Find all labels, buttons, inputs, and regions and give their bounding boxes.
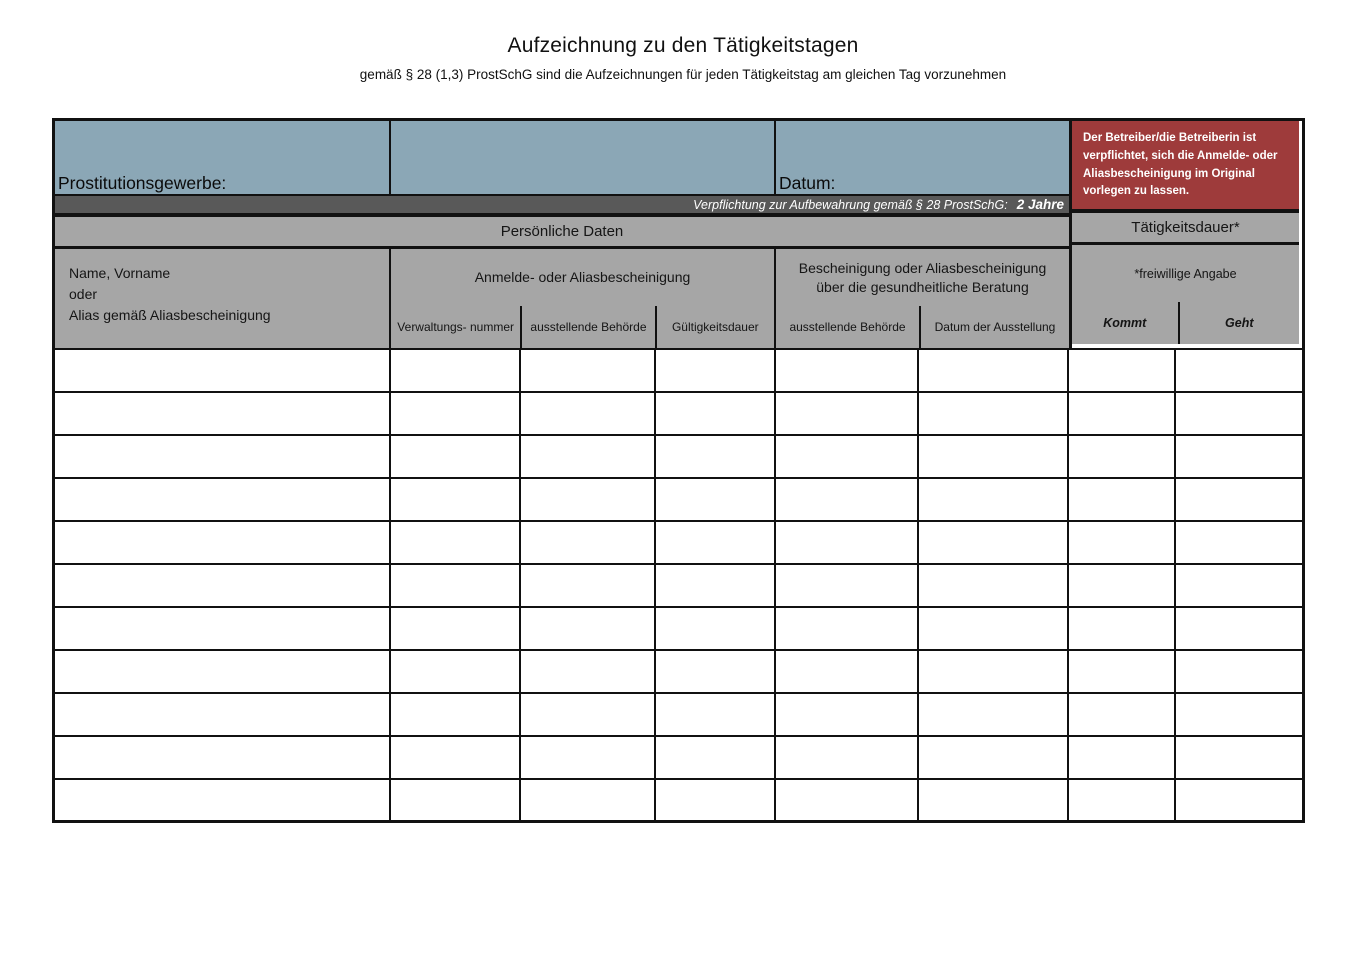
body-cell[interactable]	[776, 565, 919, 606]
operator-notice	[1072, 121, 1299, 213]
body-cell[interactable]	[919, 608, 1069, 649]
table-row	[55, 565, 1302, 608]
section-activity-duration	[1072, 213, 1299, 245]
body-cell[interactable]	[1176, 651, 1299, 692]
body-cell[interactable]	[1176, 479, 1299, 520]
body-cell[interactable]	[919, 522, 1069, 563]
body-cell[interactable]	[776, 522, 919, 563]
body-cell[interactable]	[776, 479, 919, 520]
body-cell[interactable]	[391, 393, 521, 434]
body-cell[interactable]	[919, 565, 1069, 606]
table-row	[55, 436, 1302, 479]
body-cell[interactable]	[919, 350, 1069, 391]
body-cell[interactable]	[521, 479, 656, 520]
body-cell[interactable]	[521, 565, 656, 606]
subheader-issuing-authority-health	[776, 306, 919, 348]
header-right-section	[1069, 121, 1299, 348]
body-cell[interactable]	[776, 651, 919, 692]
body-cell[interactable]	[521, 694, 656, 735]
body-cell[interactable]	[1069, 608, 1176, 649]
subheader-validity-period	[655, 306, 774, 348]
body-cell[interactable]	[521, 651, 656, 692]
issue-date-label: Datum der Ausstellung	[934, 320, 1056, 334]
body-cell[interactable]	[656, 436, 776, 477]
body-cell[interactable]	[1176, 694, 1299, 735]
group-registration-cert	[391, 249, 776, 348]
voluntary-note	[1072, 245, 1299, 302]
body-cell[interactable]	[656, 479, 776, 520]
body-cell[interactable]	[521, 737, 656, 778]
come-go-subheaders	[1072, 302, 1299, 344]
body-cell[interactable]	[656, 608, 776, 649]
group-health-cert-line1: Bescheinigung oder Aliasbescheinigung	[798, 259, 1047, 276]
body-cell[interactable]	[1176, 565, 1299, 606]
body-cell[interactable]	[919, 393, 1069, 434]
activity-duration-header-block	[1072, 245, 1299, 344]
page-title: Aufzeichnung zu den Tätigkeitstagen	[507, 34, 859, 57]
body-cell[interactable]	[391, 565, 521, 606]
body-cell[interactable]	[1069, 780, 1176, 820]
voluntary-note-label: *freiwillige Angabe	[1134, 266, 1237, 281]
body-cell[interactable]	[1069, 393, 1176, 434]
body-cell[interactable]	[1176, 780, 1299, 820]
body-cell[interactable]	[776, 694, 919, 735]
body-cell[interactable]	[776, 608, 919, 649]
business-value-field[interactable]	[391, 121, 776, 194]
body-cell[interactable]	[391, 479, 521, 520]
body-cell[interactable]	[391, 694, 521, 735]
issuing-authority-health-label: ausstellende Behörde	[789, 320, 906, 334]
name-header-line3: Alias gemäß Aliasbescheinigung	[69, 307, 271, 323]
body-cell[interactable]	[656, 694, 776, 735]
business-label: Prostitutionsgewerbe:	[58, 173, 227, 193]
come-label: Kommt	[1103, 316, 1147, 330]
registration-subheaders	[391, 306, 774, 348]
table-row	[55, 694, 1302, 737]
body-cell[interactable]	[1069, 651, 1176, 692]
body-cell[interactable]	[656, 522, 776, 563]
body-cell[interactable]	[1069, 565, 1176, 606]
body-cell[interactable]	[656, 737, 776, 778]
body-cell[interactable]	[55, 737, 391, 778]
body-cell[interactable]	[776, 393, 919, 434]
body-cell[interactable]	[391, 522, 521, 563]
body-cell[interactable]	[391, 350, 521, 391]
table-row	[55, 737, 1302, 780]
body-cell[interactable]	[55, 393, 391, 434]
body-cell[interactable]	[1176, 436, 1299, 477]
group-health-cert-line2: über die gesundheitliche Beratung	[816, 278, 1029, 295]
section-personal-data-label: Persönliche Daten	[500, 223, 624, 240]
table-row	[55, 522, 1302, 565]
retention-label: Verpflichtung zur Aufbewahrung gemäß § 28 ProstSchG:	[693, 197, 1008, 212]
body-cell[interactable]	[919, 651, 1069, 692]
body-cell[interactable]	[1176, 350, 1299, 391]
subheader-go	[1178, 302, 1299, 344]
body-cell[interactable]	[1069, 350, 1176, 391]
body-cell[interactable]	[776, 350, 919, 391]
retention-value: 2 Jahre	[1016, 197, 1064, 212]
body-cell[interactable]	[521, 436, 656, 477]
body-cell[interactable]	[391, 651, 521, 692]
body-cell[interactable]	[55, 694, 391, 735]
body-cell[interactable]	[1069, 522, 1176, 563]
body-cell[interactable]	[391, 780, 521, 820]
business-field[interactable]	[55, 121, 391, 194]
body-cell[interactable]	[55, 350, 391, 391]
body-cell[interactable]	[55, 522, 391, 563]
body-cell[interactable]	[55, 608, 391, 649]
body-cell[interactable]	[1069, 737, 1176, 778]
subheader-issuing-authority-registration	[520, 306, 654, 348]
table-header-area	[55, 121, 1302, 350]
body-cell[interactable]	[55, 436, 391, 477]
operator-notice-text: Der Betreiber/die Betreiberin ist verpflichtet, sich die Anmelde- oder Aliasbescheinigung im Original vorlegen zu lassen.	[1083, 132, 1278, 198]
body-cell[interactable]	[1069, 436, 1176, 477]
health-subheaders	[776, 306, 1069, 348]
body-cell[interactable]	[919, 780, 1069, 820]
page-subtitle: gemäß § 28 (1,3) ProstSchG sind die Aufzeichnungen für jeden Tätigkeitstag am gleichen Tag vorzunehmen	[359, 67, 1007, 82]
admin-number-label: Verwaltungs- nummer	[397, 320, 515, 334]
body-cell[interactable]	[391, 608, 521, 649]
body-cell[interactable]	[521, 780, 656, 820]
issuing-authority-registration-label: ausstellende Behörde	[530, 320, 647, 334]
body-cell[interactable]	[521, 522, 656, 563]
body-cell[interactable]	[919, 436, 1069, 477]
body-cell[interactable]	[1069, 479, 1176, 520]
body-cell[interactable]	[391, 436, 521, 477]
header-left-section	[55, 121, 1069, 348]
body-cell[interactable]	[1176, 608, 1299, 649]
body-cell[interactable]	[919, 694, 1069, 735]
column-header-block	[55, 249, 1069, 348]
subheader-come	[1072, 302, 1178, 344]
subheader-admin-number	[391, 306, 520, 348]
table-row	[55, 393, 1302, 436]
group-registration-cert-title	[391, 249, 774, 306]
body-cell[interactable]	[776, 780, 919, 820]
body-cell[interactable]	[1069, 694, 1176, 735]
validity-period-label: Gültigkeitsdauer	[671, 320, 759, 334]
body-cell[interactable]	[776, 436, 919, 477]
body-cell[interactable]	[656, 780, 776, 820]
body-cell[interactable]	[55, 780, 391, 820]
body-cell[interactable]	[656, 651, 776, 692]
table-row	[55, 651, 1302, 694]
body-cell[interactable]	[55, 651, 391, 692]
body-cell[interactable]	[521, 393, 656, 434]
table-row	[55, 350, 1302, 393]
table-row	[55, 479, 1302, 522]
body-cell[interactable]	[656, 565, 776, 606]
name-column-header	[55, 249, 391, 348]
body-cell[interactable]	[919, 479, 1069, 520]
body-cell[interactable]	[1176, 522, 1299, 563]
group-health-cert-title	[776, 249, 1069, 306]
table-row	[55, 780, 1302, 820]
name-header-line1: Name, Vorname	[69, 265, 171, 281]
body-cell[interactable]	[1176, 737, 1299, 778]
section-activity-duration-label: Tätigkeitsdauer*	[1131, 219, 1240, 236]
body-cell[interactable]	[656, 350, 776, 391]
group-health-cert	[776, 249, 1069, 348]
retention-bar	[55, 196, 1069, 217]
body-cell[interactable]	[521, 350, 656, 391]
table-row	[55, 608, 1302, 651]
subheader-issue-date	[919, 306, 1069, 348]
go-label: Geht	[1225, 316, 1254, 330]
date-label: Datum:	[779, 173, 836, 193]
group-registration-cert-label: Anmelde- oder Aliasbescheinigung	[474, 269, 691, 286]
body-cell[interactable]	[55, 565, 391, 606]
body-cell[interactable]	[521, 608, 656, 649]
record-form-table	[52, 118, 1305, 823]
body-cell[interactable]	[919, 737, 1069, 778]
body-cell[interactable]	[55, 479, 391, 520]
body-cell[interactable]	[1176, 393, 1299, 434]
body-cell[interactable]	[391, 737, 521, 778]
top-info-row	[55, 121, 1069, 196]
section-personal-data	[55, 217, 1069, 249]
body-cell[interactable]	[776, 737, 919, 778]
name-header-line2: oder	[69, 286, 98, 302]
table-body	[55, 350, 1302, 820]
date-field[interactable]	[776, 121, 1069, 194]
body-cell[interactable]	[656, 393, 776, 434]
